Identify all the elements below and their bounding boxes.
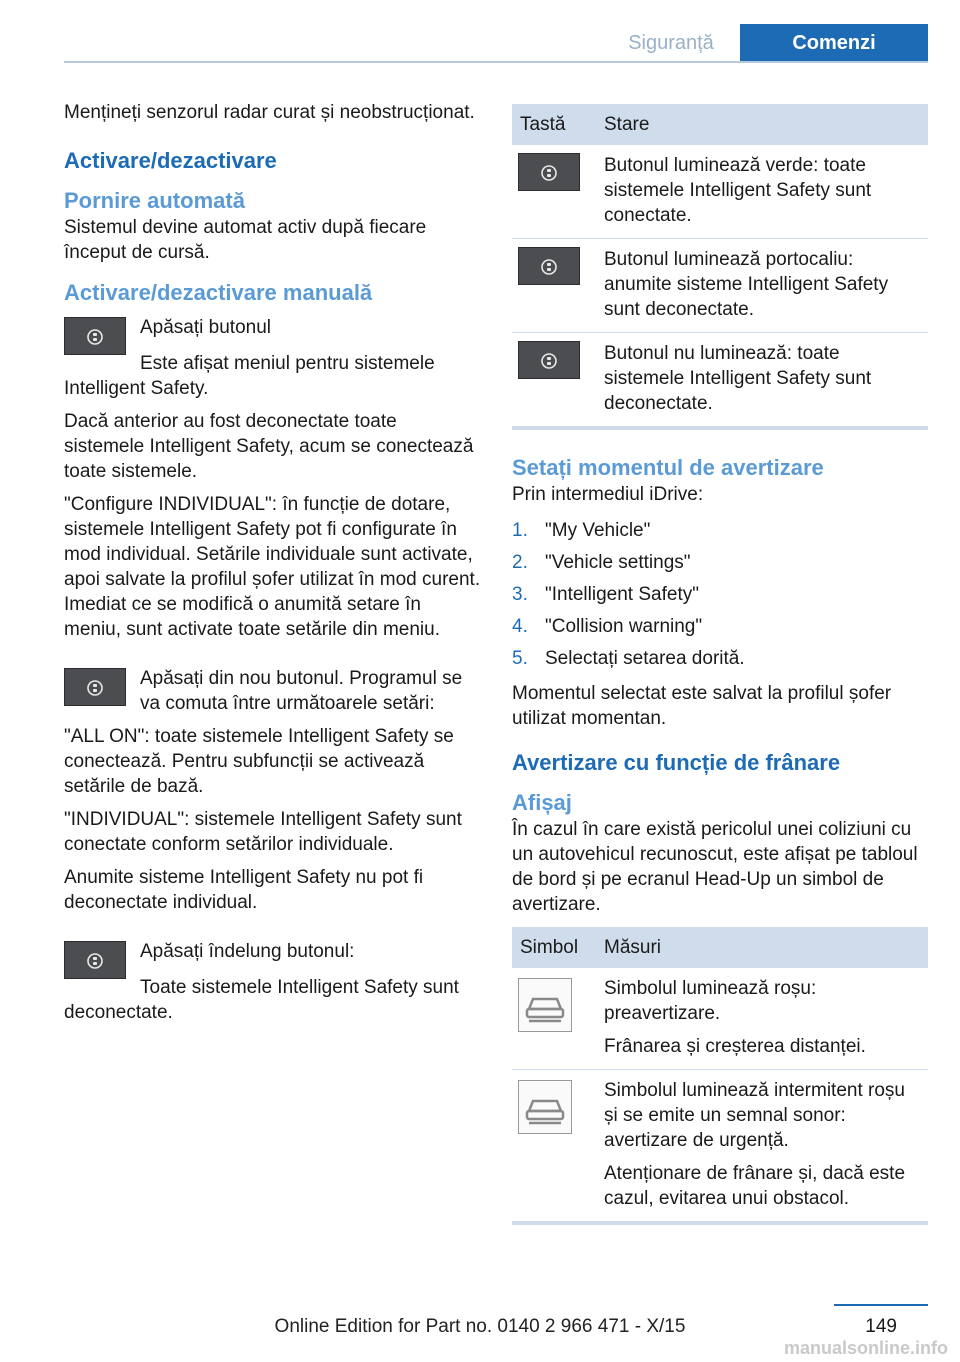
list-item <box>512 643 928 675</box>
edition-footer: Online Edition for Part no. 0140 2 966 471 - X/15 <box>274 1316 686 1337</box>
steps-list <box>512 515 928 675</box>
header-rule <box>64 61 928 63</box>
press-again-block <box>64 666 482 716</box>
col-header-symbol: Simbol <box>512 927 596 968</box>
table-row <box>512 1070 928 1222</box>
table-row <box>512 968 928 1070</box>
step-number: 1. <box>512 520 528 541</box>
page-header <box>0 0 960 62</box>
state-text: Butonul luminează portocaliu: anumite sisteme Intelligent Safety sunt deconectate. <box>596 239 928 333</box>
step-number: 5. <box>512 648 528 669</box>
table-header-row <box>512 927 928 968</box>
step-number: 3. <box>512 584 528 605</box>
button-orange-icon <box>518 247 580 285</box>
previous-paragraph: Dacă anterior au fost deconectate toate sistemele Intelligent Safety, acum se conectează toate sistemele. <box>64 411 474 482</box>
intelligent-safety-button-icon <box>64 317 126 355</box>
table-end-rule <box>512 426 928 430</box>
display-paragraph: În cazul în care există pericolul unei coliziuni cu un autovehicul recunoscut, este afișat pe tabloul de bord și pe ecranul Head-Up un simbol de avertizare. <box>512 819 918 915</box>
some-systems-paragraph: Anumite sisteme Intelligent Safety nu pot fi deconectate individual. <box>64 867 424 913</box>
symbol-table <box>512 927 928 1221</box>
table-row <box>512 239 928 333</box>
intelligent-safety-button-icon <box>64 941 126 979</box>
press-button-block <box>64 315 482 355</box>
button-state-table <box>512 104 928 426</box>
list-item <box>512 579 928 611</box>
heading-display: Afișaj <box>512 790 572 815</box>
section-tab-safety[interactable]: Siguranță <box>628 32 714 54</box>
button-green-icon <box>518 153 580 191</box>
measures-cell <box>596 1070 928 1222</box>
state-text: Butonul nu luminează: toate sistemele Intelligent Safety sunt deconectate. <box>604 343 872 414</box>
step-text: "Intelligent Safety" <box>545 584 699 605</box>
measures-cell <box>596 968 928 1070</box>
press-button-text: Apăsați butonul <box>140 317 271 338</box>
col-header-state: Stare <box>596 104 928 145</box>
col-header-measures: Măsuri <box>596 927 928 968</box>
intelligent-safety-button-icon <box>64 668 126 706</box>
press-again-text: Apăsați din nou butonul. Programul se va comuta între următoarele setări: <box>140 668 463 714</box>
state-text: Butonul luminează verde: toate sistemele Intelligent Safety sunt conectate. <box>596 145 928 239</box>
table-end-rule <box>512 1221 928 1225</box>
heading-activation: Activare/dezactivare <box>64 148 277 173</box>
collision-warning-car-icon <box>518 978 572 1032</box>
watermark: manualsonline.info <box>783 1338 948 1358</box>
symbol-action: Atenționare de frânare și, dacă este cazul, evitarea unui obstacol. <box>604 1163 906 1209</box>
list-item <box>512 611 928 643</box>
section-tab-controls[interactable]: Comenzi <box>740 24 928 62</box>
right-column <box>512 104 928 1225</box>
table-row <box>512 333 928 427</box>
step-number: 4. <box>512 616 528 637</box>
press-long-text: Apăsați îndelung butonul: <box>140 941 355 962</box>
all-off-paragraph: Toate sistemele Intelligent Safety sunt deconectate. <box>64 977 459 1023</box>
heading-brake-warning: Avertizare cu funcție de frânare <box>512 750 841 775</box>
symbol-meaning: Simbolul luminează roșu: preavertizare. <box>604 978 817 1024</box>
auto-start-paragraph: Sistemul devine automat activ după fiecare început de cursă. <box>64 217 427 263</box>
table-header-row <box>512 104 928 145</box>
left-column <box>64 100 482 1033</box>
collision-warning-car-icon <box>518 1080 572 1134</box>
configure-paragraph: "Configure INDIVIDUAL": în funcție de dotare, sistemele Intelligent Safety pot fi configurate în mod individual. Setările individuale sunt activate, apoi salvate la profilul șofer utilizat în mod curent. Imediat ce se modifică o anumită setare în meniu, sunt activate toate setările din meniu. <box>64 494 481 640</box>
step-text: Selectați setarea dorită. <box>545 648 745 669</box>
heading-warning-time: Setați momentul de avertizare <box>512 455 824 480</box>
step-number: 2. <box>512 552 528 573</box>
all-on-paragraph: "ALL ON": toate sistemele Intelligent Safety se conectează. Pentru subfuncții se activează setările de bază. <box>64 726 454 797</box>
menu-shown-paragraph: Este afișat meniul pentru sistemele Intelligent Safety. <box>64 353 435 399</box>
step-text: "Vehicle settings" <box>545 552 691 573</box>
symbol-action: Frânarea și creșterea distanței. <box>604 1036 866 1057</box>
list-item <box>512 547 928 579</box>
page-number-rule <box>834 1304 928 1306</box>
step-text: "My Vehicle" <box>545 520 651 541</box>
col-header-key: Tastă <box>512 104 596 145</box>
step-text: "Collision warning" <box>545 616 703 637</box>
individual-paragraph: "INDIVIDUAL": sistemele Intelligent Safety sunt conectate conform setărilor individuale. <box>64 809 462 855</box>
heading-auto-start: Pornire automată <box>64 188 245 213</box>
button-off-icon <box>518 341 580 379</box>
page-number: 149 <box>865 1316 897 1337</box>
list-item <box>512 515 928 547</box>
table-row <box>512 145 928 239</box>
symbol-meaning: Simbolul luminează intermitent roșu și se emite un semnal sonor: avertizare de urgență. <box>604 1080 905 1151</box>
intro-paragraph: Mențineți senzorul radar curat și neobstrucționat. <box>64 102 475 123</box>
saved-paragraph: Momentul selectat este salvat la profilul șofer utilizat momentan. <box>512 683 892 729</box>
heading-manual: Activare/dezactivare manuală <box>64 280 373 305</box>
press-long-block <box>64 939 482 979</box>
idrive-paragraph: Prin intermediul iDrive: <box>512 484 704 505</box>
